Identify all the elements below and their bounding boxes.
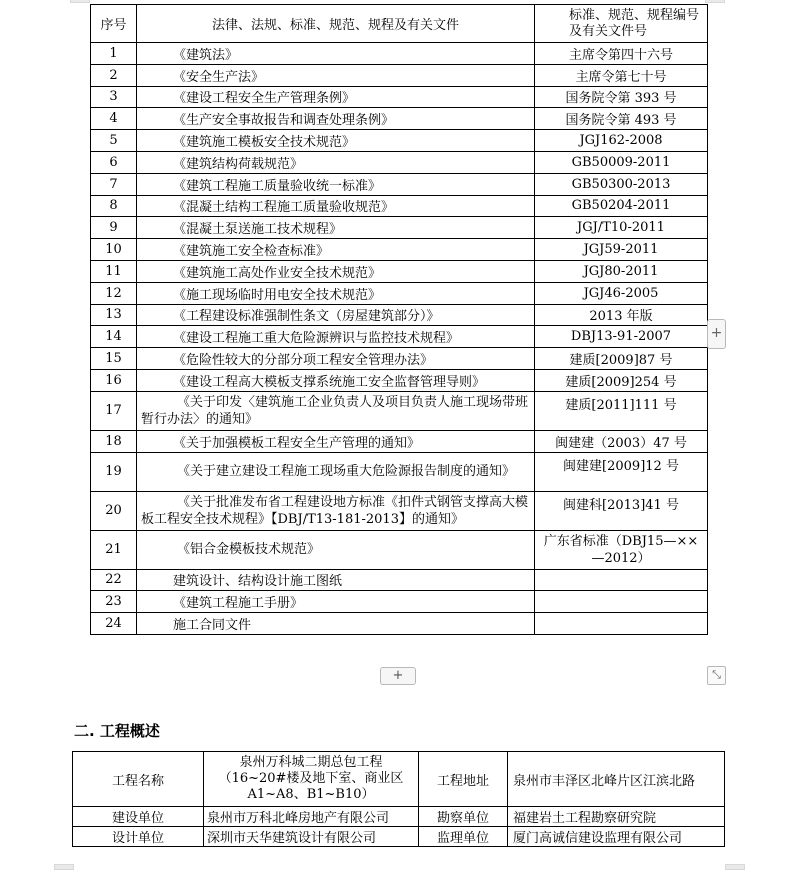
regulation-name[interactable]: 《铝合金模板技术规范》 (137, 530, 535, 569)
table-row (91, 430, 708, 452)
header-no: 序号 (91, 5, 137, 43)
regulation-name[interactable]: 《建设工程安全生产管理条例》 (137, 86, 535, 108)
table-row (91, 86, 708, 108)
regulation-name[interactable]: 施工合同文件 (137, 613, 535, 635)
header-name: 法律、法规、标准、规范、规程及有关文件 (137, 5, 535, 43)
regulation-name[interactable]: 《建筑工程施工手册》 (137, 591, 535, 613)
table-row (91, 369, 708, 391)
design-label: 设计单位 (73, 827, 204, 847)
row-number: 3 (91, 86, 137, 108)
table-row (91, 217, 708, 239)
builder-value[interactable]: 泉州市万科北峰房地产有限公司 (204, 807, 419, 827)
regulation-code[interactable]: 2013 年版 (535, 304, 708, 326)
regulation-code[interactable]: GB50204-2011 (535, 195, 708, 217)
regulation-name[interactable]: 《工程建设标准强制性条文（房屋建筑部分）》 (137, 304, 535, 326)
project-info-table[interactable] (72, 751, 725, 847)
regulations-body[interactable] (91, 43, 708, 635)
project-address-label: 工程地址 (419, 752, 508, 807)
survey-label: 勘察单位 (419, 807, 508, 827)
regulation-name[interactable]: 《关于建立建设工程施工现场重大危险源报告制度的通知》 (137, 452, 535, 491)
table-row (91, 130, 708, 152)
project-address-value[interactable]: 泉州市丰泽区北峰片区江滨北路 (508, 752, 725, 807)
regulations-table[interactable] (90, 4, 708, 635)
regulation-code[interactable]: GB50300-2013 (535, 173, 708, 195)
row-number: 24 (91, 613, 137, 635)
row-number: 21 (91, 530, 137, 569)
regulation-name[interactable]: 《建筑施工模板安全技术规范》 (137, 130, 535, 152)
add-row-button[interactable]: + (380, 667, 416, 685)
table-row (91, 613, 708, 635)
row-number: 9 (91, 217, 137, 239)
table-header-row (91, 5, 708, 43)
builder-label: 建设单位 (73, 807, 204, 827)
row-number: 6 (91, 151, 137, 173)
regulation-code[interactable]: 主席令第七十号 (535, 64, 708, 86)
row-number: 2 (91, 64, 137, 86)
project-row-builder (73, 807, 725, 827)
project-name-value[interactable]: 泉州万科城二期总包工程（16~20#楼及地下室、商业区A1~A8、B1~B10） (204, 752, 419, 807)
regulation-code[interactable]: JGJ46-2005 (535, 282, 708, 304)
table-row (91, 173, 708, 195)
table-row (91, 591, 708, 613)
row-number: 19 (91, 452, 137, 491)
row-number: 15 (91, 348, 137, 370)
table-row (91, 43, 708, 65)
supervision-value[interactable]: 厦门高诚信建设监理有限公司 (508, 827, 725, 847)
row-number: 12 (91, 282, 137, 304)
regulation-name[interactable]: 建筑设计、结构设计施工图纸 (137, 569, 535, 591)
row-number: 14 (91, 326, 137, 348)
regulation-name[interactable]: 《关于批准发布省工程建设地方标准《扣件式钢管支撑高大模板工程安全技术规程》【DBJ/T13-181-2013】的通知》 (137, 491, 535, 530)
regulation-code[interactable]: 建质[2009]87 号 (535, 348, 708, 370)
table-row (91, 452, 708, 491)
design-value[interactable]: 深圳市天华建筑设计有限公司 (204, 827, 419, 847)
table-row (91, 282, 708, 304)
regulation-name[interactable]: 《建筑法》 (137, 43, 535, 65)
project-row-design (73, 827, 725, 847)
row-number: 18 (91, 430, 137, 452)
table-resize-handle-icon[interactable]: ⤡ (707, 666, 726, 685)
regulation-name[interactable]: 《建筑工程施工质量验收统一标准》 (137, 173, 535, 195)
regulation-code[interactable] (535, 569, 708, 591)
regulation-code[interactable]: 闽建科[2013]41 号 (535, 491, 708, 530)
row-number: 10 (91, 239, 137, 261)
page-corner-bottom-right (725, 864, 745, 870)
regulation-code[interactable]: JGJ162-2008 (535, 130, 708, 152)
regulation-name[interactable]: 《混凝土结构工程施工质量验收规范》 (137, 195, 535, 217)
row-number: 1 (91, 43, 137, 65)
regulation-code[interactable]: 国务院令第 493 号 (535, 108, 708, 130)
row-number: 23 (91, 591, 137, 613)
row-number: 17 (91, 391, 137, 430)
regulation-code[interactable] (535, 591, 708, 613)
row-number: 7 (91, 173, 137, 195)
table-row (91, 304, 708, 326)
regulation-name[interactable]: 《关于加强模板工程安全生产管理的通知》 (137, 430, 535, 452)
table-row (91, 195, 708, 217)
regulation-code[interactable]: 广东省标准（DBJ15—××—2012） (535, 530, 708, 569)
table-row (91, 151, 708, 173)
regulation-code[interactable]: JGJ59-2011 (535, 239, 708, 261)
regulation-name[interactable]: 《施工现场临时用电安全技术规范》 (137, 282, 535, 304)
regulation-code[interactable] (535, 613, 708, 635)
row-number: 8 (91, 195, 137, 217)
survey-value[interactable]: 福建岩土工程勘察研究院 (508, 807, 725, 827)
page-corner-top-right (705, 0, 725, 3)
row-number: 16 (91, 369, 137, 391)
regulation-code[interactable]: 国务院令第 393 号 (535, 86, 708, 108)
table-row (91, 260, 708, 282)
page-corner-top-left (70, 0, 90, 3)
table-row (91, 108, 708, 130)
regulation-code[interactable]: 主席令第四十六号 (535, 43, 708, 65)
project-row-name (73, 752, 725, 807)
table-row (91, 64, 708, 86)
row-number: 5 (91, 130, 137, 152)
row-number: 20 (91, 491, 137, 530)
regulation-code[interactable]: GB50009-2011 (535, 151, 708, 173)
supervision-label: 监理单位 (419, 827, 508, 847)
regulation-code[interactable]: 闽建建[2009]12 号 (535, 452, 708, 491)
row-number: 13 (91, 304, 137, 326)
page-corner-bottom-left (54, 864, 74, 870)
regulation-code[interactable]: 建质[2011]111 号 (535, 391, 708, 430)
section-title: 二. 工程概述 (74, 722, 160, 740)
table-row (91, 326, 708, 348)
table-row (91, 530, 708, 569)
table-row (91, 239, 708, 261)
table-row (91, 391, 708, 430)
regulation-code[interactable]: JGJ/T10-2011 (535, 217, 708, 239)
regulation-code[interactable]: DBJ13-91-2007 (535, 326, 708, 348)
header-code: 标准、规范、规程编号及有关文件号 (535, 5, 708, 43)
regulation-name[interactable]: 《危险性较大的分部分项工程安全管理办法》 (137, 348, 535, 370)
row-number: 4 (91, 108, 137, 130)
add-column-button[interactable]: + (707, 319, 726, 349)
regulation-name[interactable]: 《建筑结构荷载规范》 (137, 151, 535, 173)
regulation-name[interactable]: 《建设工程高大模板支撑系统施工安全监督管理导则》 (137, 369, 535, 391)
regulation-name[interactable]: 《关于印发〈建筑施工企业负责人及项目负责人施工现场带班暂行办法〉的通知》 (137, 391, 535, 430)
regulation-code[interactable]: JGJ80-2011 (535, 260, 708, 282)
regulation-name[interactable]: 《安全生产法》 (137, 64, 535, 86)
regulation-name[interactable]: 《建筑施工高处作业安全技术规范》 (137, 260, 535, 282)
regulation-name[interactable]: 《建筑施工安全检查标准》 (137, 239, 535, 261)
regulation-code[interactable]: 建质[2009]254 号 (535, 369, 708, 391)
regulation-name[interactable]: 《建设工程施工重大危险源辨识与监控技术规程》 (137, 326, 535, 348)
project-name-label: 工程名称 (73, 752, 204, 807)
row-number: 22 (91, 569, 137, 591)
row-number: 11 (91, 260, 137, 282)
regulation-code[interactable]: 闽建建（2003）47 号 (535, 430, 708, 452)
table-row (91, 491, 708, 530)
regulation-name[interactable]: 《生产安全事故报告和调查处理条例》 (137, 108, 535, 130)
table-row (91, 348, 708, 370)
table-row (91, 569, 708, 591)
regulation-name[interactable]: 《混凝土泵送施工技术规程》 (137, 217, 535, 239)
